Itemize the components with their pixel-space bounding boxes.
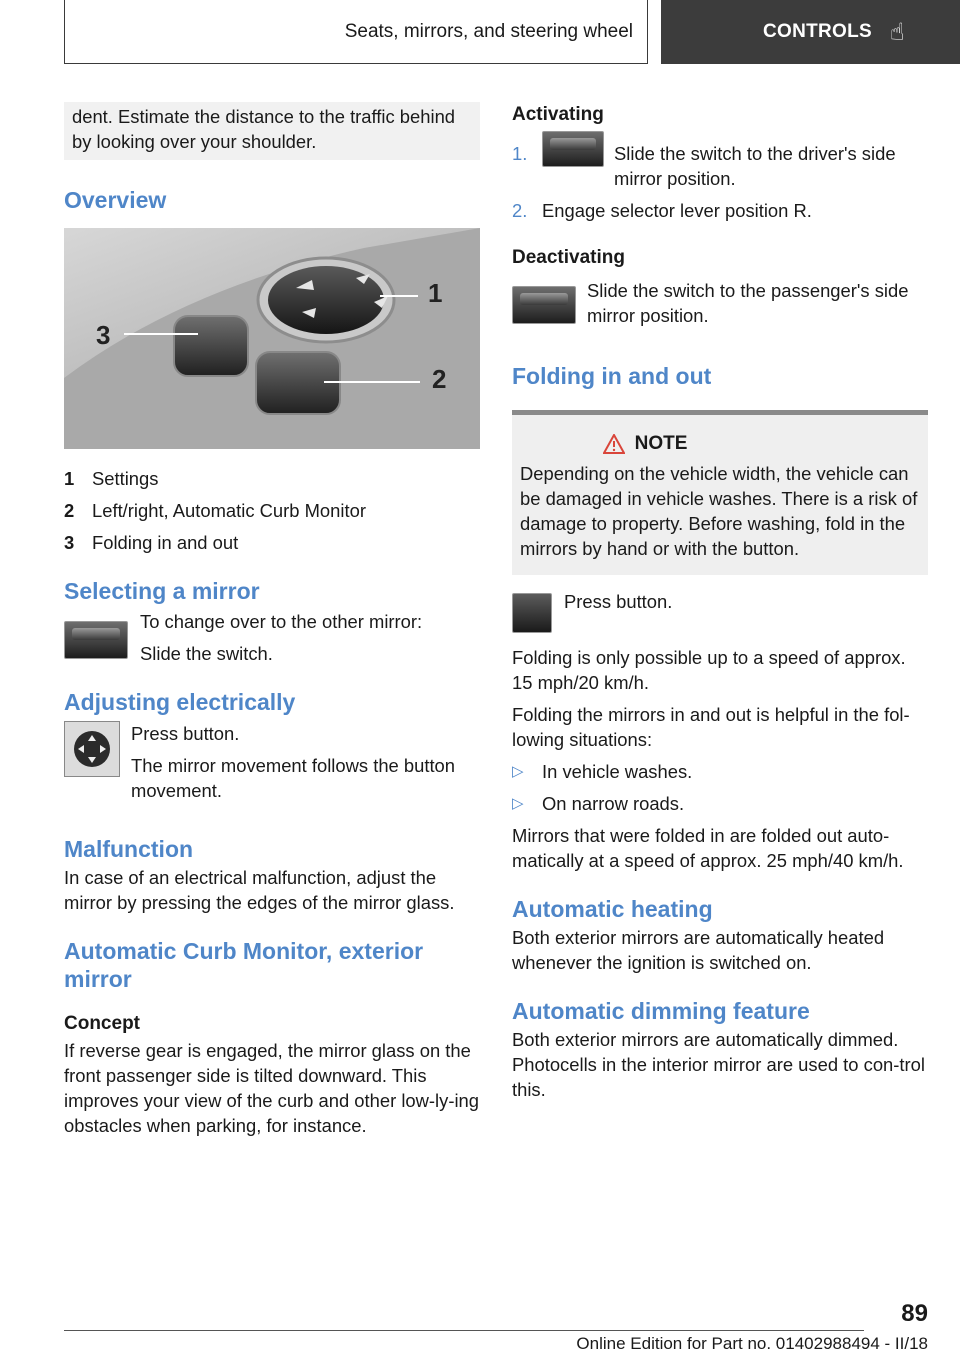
right-column [512,102,928,1102]
malfunction-heading: Malfunction [64,836,194,862]
malfunction-text: In case of an electrical malfunction, adjust the mirror by pressing the edges of the mirror glass. [64,867,455,913]
intro-box [64,102,480,160]
deactivating-row: Slide the switch to the passenger's side mirror position. [512,278,928,328]
figure-label-2: 2 [432,364,447,394]
dimming-heading: Automatic dimming feature [512,998,810,1024]
situations-list [512,759,928,816]
mirror-slide-switch-icon [512,286,576,324]
selecting-mirror-heading: Selecting a mirror [64,578,260,604]
overview-heading: Overview [64,187,167,213]
folding-text-3: Mirrors that were folded in are folded out auto-matically at a speed of approx. 25 mph/40 km/h. [512,825,904,871]
mirror-slide-switch-icon [542,131,604,167]
figure-legend [64,463,480,559]
selecting-mirror-row: To change over to the other mirror: Slide the switch. [64,609,480,666]
running-header-chapter [661,0,960,64]
concept-heading: Concept [64,1013,140,1034]
edition-text: Online Edition for Part no. 01402988494 - II/18 [576,1334,928,1353]
curb-monitor-heading: Automatic Curb Monitor, exterior mirror [64,938,424,992]
mirror-switch-illustration [64,228,480,449]
mirror-slide-switch-icon [64,621,128,659]
heating-heading: Automatic heating [512,896,713,922]
note-text: Depending on the vehicle width, the vehicle can be damaged in vehicle washes. There is a risk of damage to property. Before washing, fold in the mirrors by hand or with the button. [520,463,918,559]
warning-triangle-icon [603,434,625,454]
deactivating-heading: Deactivating [512,247,625,268]
fold-mirror-button-icon [512,593,552,633]
legend-item: 3 Folding in and out [64,532,239,553]
footer-divider [64,1330,864,1331]
note-header [520,433,920,455]
note-label: NOTE [634,433,688,454]
list-item: 2. Engage selector lever position R. [512,200,812,221]
dimming-text: Both exterior mirrors are automatically dimmed. Photocells in the interior mirror are used to con-trol this. [512,1029,925,1100]
intro-text: dent. Estimate the distance to the traffic behind by looking over your shoulder. [72,106,456,152]
section-title: Seats, mirrors, and steering wheel [344,20,633,42]
folding-text-2: Folding the mirrors in and out is helpful in the fol-lowing situations: [512,704,910,750]
adjusting-row: Press button. The mirror movement follows the button movement. [64,721,480,803]
folding-text-1: Folding is only possible up to a speed of approx. 15 mph/20 km/h. [512,647,906,693]
bullet-triangle-icon: ▷ [512,763,524,780]
list-item: ▷ On narrow roads. [512,793,685,814]
figure-label-1: 1 [428,278,443,308]
heating-text: Both exterior mirrors are automatically heated whenever the ignition is switched on. [512,927,885,973]
mirror-switch-figure [64,228,480,449]
activating-heading: Activating [512,104,604,125]
pointing-hand-icon: ☝ [890,18,905,46]
folding-heading: Folding in and out [512,363,712,389]
legend-item: 2 Left/right, Automatic Curb Monitor [64,500,366,521]
running-header-section [64,0,648,64]
bullet-triangle-icon: ▷ [512,795,524,812]
fold-button-row: Press button. [512,589,928,633]
legend-item: 1 Settings [64,468,159,489]
left-column [64,102,480,1138]
chapter-title: CONTROLS [763,21,873,42]
activating-steps [512,141,928,223]
list-item: 1. Slide the switch to the driver's side mirror position. [512,141,928,191]
figure-label-3: 3 [96,320,111,350]
concept-text: If reverse gear is engaged, the mirror glass on the front passenger side is tilted downward. This improves your view of the curb and other low-ly-ing obstacles when parking, for instance. [64,1040,479,1136]
adjusting-heading: Adjusting electrically [64,689,296,715]
note-box [512,410,928,575]
list-item: ▷ In vehicle washes. [512,761,693,782]
page-number: 89 [901,1300,928,1327]
mirror-adjust-button-icon [64,721,120,777]
